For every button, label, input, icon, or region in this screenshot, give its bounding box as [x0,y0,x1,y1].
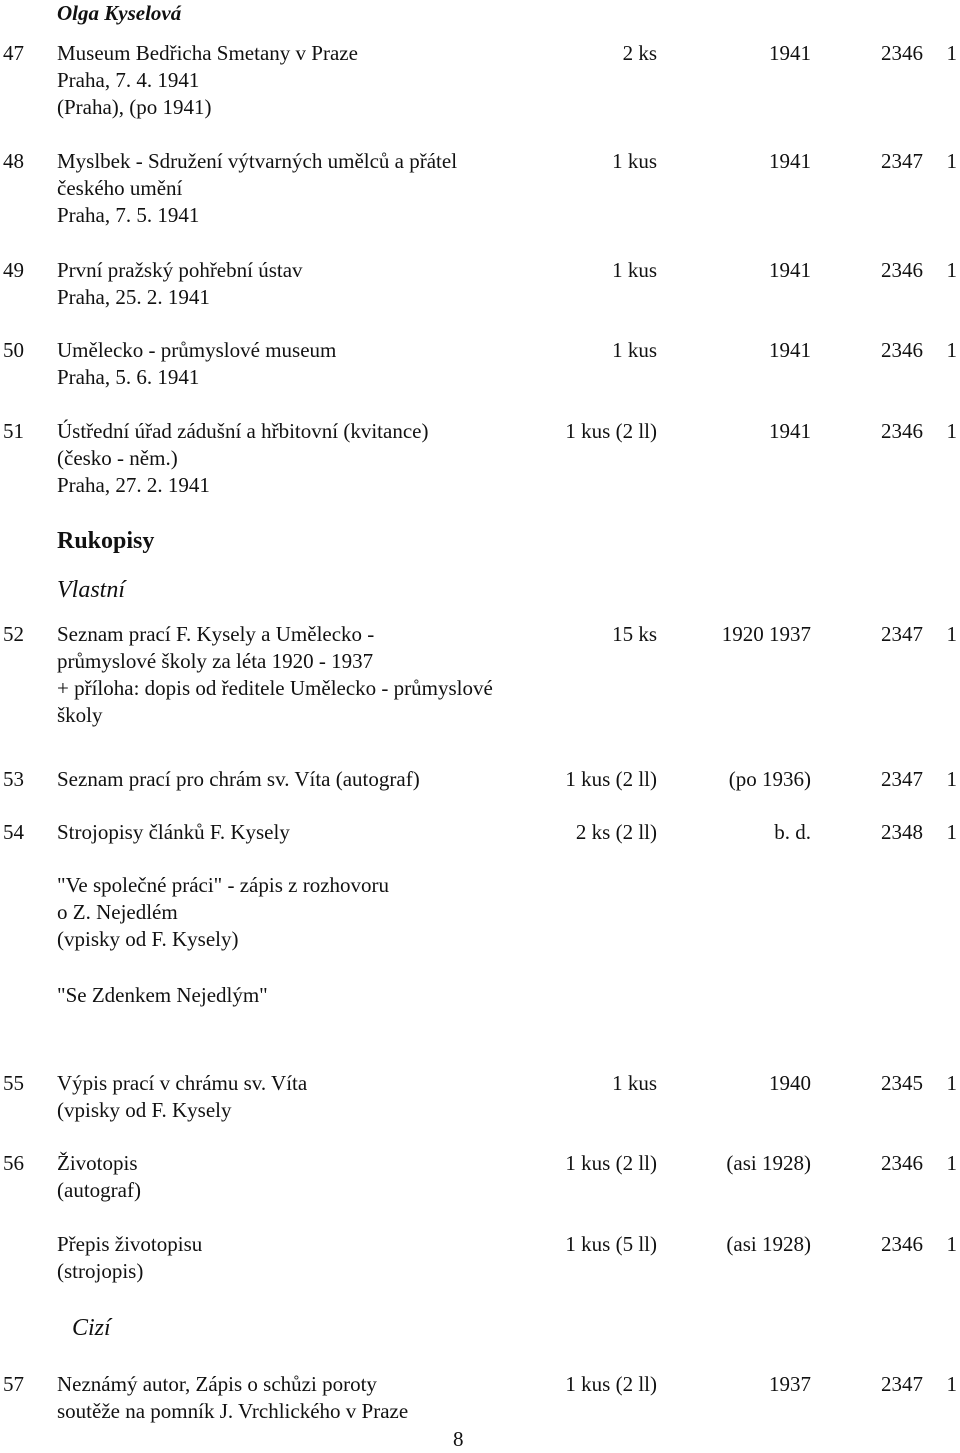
entry-quantity: 1 kus (2 ll) [565,1372,657,1396]
entry-box: 2346 [881,338,923,362]
entry-quantity: 2 ks (2 ll) [575,820,657,844]
entry-year: (po 1936) [728,767,811,791]
entry-year: 1941 [769,338,811,362]
entry-description [57,257,303,311]
page-number: 8 [453,1427,464,1451]
entry-box: 2346 [881,1232,923,1256]
description-line: Praha, 7. 4. 1941 [57,68,200,92]
entry-number: 52 [3,622,24,646]
subsection-heading-cizi: Cizí [72,1315,111,1341]
description-line: (česko - něm.) [57,446,178,470]
entry-unit: 1 [946,419,957,443]
entry-unit: 1 [946,1151,957,1175]
entry-description [57,148,457,229]
description-line: Praha, 7. 5. 1941 [57,203,200,227]
description-line: Ústřední úřad zádušní a hřbitovní (kvitance) [57,419,429,443]
entry-year: 1941 [769,41,811,65]
entry-year: 1941 [769,258,811,282]
entry-unit: 1 [946,622,957,646]
entry-number: 53 [3,767,24,791]
entry-box: 2345 [881,1071,923,1095]
entry-number: 51 [3,419,24,443]
entry-description [57,766,420,793]
description-line: školy [57,703,103,727]
entry-box: 2346 [881,258,923,282]
entry-description [57,621,493,729]
description-line: Výpis prací v chrámu sv. Víta [57,1071,308,1095]
description-line: českého umění [57,176,183,200]
entry-description [57,872,389,953]
entry-unit: 1 [946,41,957,65]
description-line: (strojopis) [57,1259,144,1283]
entry-number: 55 [3,1071,24,1095]
entry-description [57,418,428,499]
entry-box: 2347 [881,622,923,646]
description-line: + příloha: dopis od ředitele Umělecko - průmyslové [57,676,493,700]
description-line: "Ve společné práci" - zápis z rozhovoru [57,873,390,897]
entry-quantity: 15 ks [612,622,657,646]
description-line: Životopis [57,1151,138,1175]
description-line: Seznam prací F. Kysely a Umělecko - [57,622,375,646]
description-line: Museum Bedřicha Smetany v Praze [57,41,358,65]
entry-box: 2346 [881,41,923,65]
entry-unit: 1 [946,767,957,791]
subsection-heading-vlastni: Vlastní [57,577,126,603]
entry-quantity: 2 ks [622,41,657,65]
description-line: "Se Zdenkem Nejedlým" [57,983,268,1007]
entry-box: 2347 [881,149,923,173]
description-line: Seznam prací pro chrám sv. Víta (autograf) [57,767,420,791]
description-line: Praha, 25. 2. 1941 [57,285,210,309]
entry-quantity: 1 kus [612,1071,657,1095]
description-line: průmyslové školy za léta 1920 - 1937 [57,649,374,673]
entry-quantity: 1 kus (5 ll) [565,1232,657,1256]
description-line: Myslbek - Sdružení výtvarných umělců a přátel [57,149,458,173]
description-line: Praha, 5. 6. 1941 [57,365,200,389]
entry-description [57,1231,202,1285]
entry-description [57,1371,408,1425]
entry-quantity: 1 kus [612,338,657,362]
entry-number: 50 [3,338,24,362]
description-line: soutěže na pomník J. Vrchlického v Praze [57,1399,409,1423]
entry-number: 48 [3,149,24,173]
entry-quantity: 1 kus (2 ll) [565,1151,657,1175]
entry-year: 1937 [769,1372,811,1396]
entry-unit: 1 [946,1372,957,1396]
section-heading-rukopisy: Rukopisy [57,528,155,554]
entry-year: 1941 [769,419,811,443]
entry-box: 2348 [881,820,923,844]
entry-year: 1941 [769,149,811,173]
entry-number: 57 [3,1372,24,1396]
description-line: Umělecko - průmyslové museum [57,338,337,362]
entry-number: 49 [3,258,24,282]
entry-unit: 1 [946,1232,957,1256]
entry-box: 2347 [881,767,923,791]
entry-description [57,1070,307,1124]
entry-unit: 1 [946,1071,957,1095]
entry-unit: 1 [946,338,957,362]
entry-year: (asi 1928) [726,1151,811,1175]
entry-description [57,337,336,391]
entry-year: (asi 1928) [726,1232,811,1256]
entry-description [57,1150,141,1204]
description-line: (vpisky od F. Kysely [57,1098,232,1122]
description-line: (Praha), (po 1941) [57,95,212,119]
entry-number: 54 [3,820,24,844]
entry-description [57,982,268,1009]
entry-description [57,819,290,846]
entry-box: 2346 [881,419,923,443]
entry-box: 2346 [881,1151,923,1175]
description-line: (autograf) [57,1178,141,1202]
description-line: Neznámý autor, Zápis o schůzi poroty [57,1372,377,1396]
entry-unit: 1 [946,258,957,282]
entry-number: 47 [3,41,24,65]
entry-number: 56 [3,1151,24,1175]
description-line: Praha, 27. 2. 1941 [57,473,210,497]
entry-year: 1940 [769,1071,811,1095]
description-line: (vpisky od F. Kysely) [57,927,239,951]
description-line: Strojopisy článků F. Kysely [57,820,290,844]
entry-year: 1920 1937 [721,622,811,646]
entry-quantity: 1 kus (2 ll) [565,767,657,791]
entry-unit: 1 [946,820,957,844]
entry-quantity: 1 kus (2 ll) [565,419,657,443]
entry-unit: 1 [946,149,957,173]
description-line: První pražský pohřební ústav [57,258,303,282]
description-line: Přepis životopisu [57,1232,203,1256]
entry-box: 2347 [881,1372,923,1396]
description-line: o Z. Nejedlém [57,900,178,924]
author-heading: Olga Kyselová [57,1,182,25]
entry-quantity: 1 kus [612,149,657,173]
entry-quantity: 1 kus [612,258,657,282]
entry-description [57,40,358,121]
entry-year: b. d. [774,820,811,844]
